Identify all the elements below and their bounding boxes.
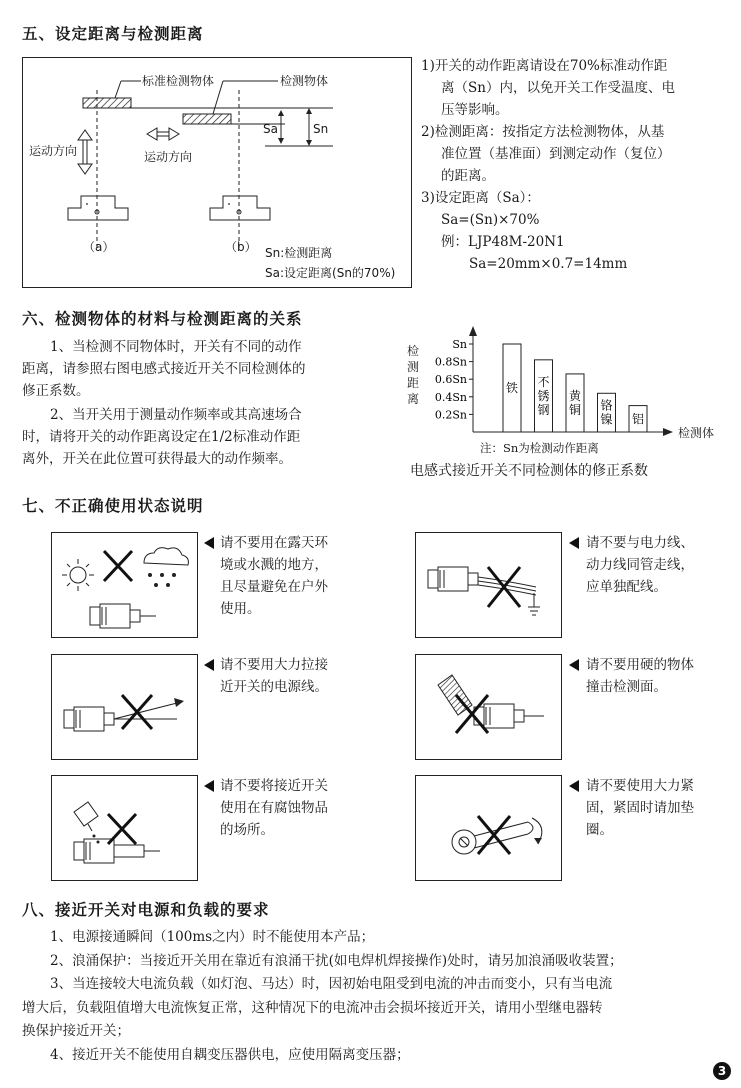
warning-line: 请不要用硬的物体: [586, 657, 694, 673]
cross-icon: [456, 695, 488, 733]
warning-line: 请不要将接近开关: [220, 778, 328, 794]
para-line: 1、当检测不同物体时，开关有不同的动作: [50, 339, 302, 355]
warning-line: 的场所。: [220, 822, 274, 838]
sensor-icon: [90, 604, 156, 628]
chart-y-tick-label: 0.8Sn: [434, 355, 467, 369]
note-example: 例：LJP48M-20N1: [441, 234, 565, 250]
requirement-line: 3、当连接较大电流负载（如灯泡、马达）时，因初始电阻受到电流的冲击而变小，只有当电流: [50, 976, 613, 992]
warning-hard-object: [586, 654, 694, 698]
warning-line: 请不要与电力线、: [586, 535, 694, 551]
label-sn: Sn: [313, 122, 329, 136]
label-detection-object: 检测物体: [280, 74, 329, 88]
illustration-power-line: [415, 532, 562, 638]
chart-y-tick-label: Sn: [452, 338, 467, 351]
cloud-icon: [144, 548, 188, 565]
chart-bar-label: 锈: [537, 388, 550, 403]
para-line: 修正系数。: [22, 383, 90, 399]
warning-pull-cable: [220, 654, 328, 698]
note-example-calc: Sa=20mm×0.7=14mm: [469, 256, 628, 272]
warning-outdoor: [220, 532, 328, 620]
label-a: （a）: [83, 240, 115, 254]
bottle-icon: [74, 802, 98, 831]
para-line: 时，请将开关的动作距离设定在1/2标准动作距: [22, 429, 301, 445]
legend-sn: Sn:检测距离: [265, 246, 333, 260]
section-6-para-1: [22, 336, 306, 402]
note-line: 的距离。: [441, 168, 495, 184]
section-5-notes: [421, 55, 675, 275]
note-line: 3)设定距离（Sa）：: [421, 190, 540, 206]
section-5-title: 五、设定距离与检测距离: [22, 25, 204, 43]
note-line: 压等影响。: [441, 102, 509, 118]
rain-icon: [148, 573, 176, 587]
section-6-para-2: [22, 404, 302, 470]
note-line: 1)开关的动作距离请设在70%标准动作距: [421, 58, 668, 74]
illustration-overtighten: [415, 775, 562, 881]
warning-line: 固，紧固时请加垫: [586, 800, 694, 816]
distance-diagram: [22, 57, 412, 288]
bullet-arrow-icon: [569, 659, 579, 671]
legend-sa: Sa:设定距离(Sn的70%): [265, 266, 396, 280]
warning-overtighten: [586, 775, 694, 841]
warning-line: 近开关的电源线。: [220, 679, 328, 695]
section-6-title: 六、检测物体的材料与检测距离的关系: [22, 310, 303, 328]
chart-bar-label: 不: [537, 374, 550, 389]
requirement-line: 换保护接近开关；: [22, 1023, 130, 1039]
pull-arrow-icon: [174, 698, 184, 707]
note-line: 准位置（基准面）到测定动作（复位）: [441, 146, 671, 162]
chart-ylabel: 检测距离: [407, 344, 420, 406]
standard-object: [83, 98, 131, 108]
section-7-title: 七、不正确使用状态说明: [22, 497, 204, 515]
cross-icon: [108, 814, 136, 844]
bullet-arrow-icon: [204, 659, 214, 671]
warning-line: 撞击检测面。: [586, 679, 667, 695]
requirement-line: 4、接近开关不能使用自耦变压器供电，应使用隔离变压器；: [50, 1046, 410, 1063]
bullet-arrow-icon: [204, 780, 214, 792]
label-motion-horizontal: 运动方向: [144, 150, 193, 164]
requirement-line: 增大后，负载阻值增大电流恢复正常，这种情况下的电流冲击会损坏接近开关，请用小型继电器转: [22, 999, 603, 1016]
cross-icon: [122, 695, 152, 729]
requirement-line: 2、浪涌保护：当接近开关用在靠近有浪涌干扰(如电焊机焊接操作)处时，请另加浪涌吸收装置；: [50, 952, 623, 969]
label-b: （b）: [225, 240, 257, 254]
section-8-content: [22, 926, 623, 1067]
cross-icon: [478, 816, 510, 854]
material-chart: [405, 316, 735, 491]
chart-title: 电感式接近开关不同检测体的修正系数: [410, 463, 648, 479]
sensor-a: [68, 196, 128, 220]
chart-bar-label: 铝: [631, 411, 645, 426]
note-line: 2)检测距离：按指定方法检测物体，从基: [421, 124, 665, 140]
para-line: 距离，请参照右图电感式接近开关不同检测体的: [22, 361, 306, 377]
warning-line: 动力线同管走线，: [586, 557, 694, 573]
bullet-arrow-icon: [569, 537, 579, 549]
chart-y-tick-label: 0.4Sn: [434, 390, 467, 404]
chart-bar-label: 铁: [505, 381, 519, 395]
bullet-arrow-icon: [569, 780, 579, 792]
chart-bar-label: 镍: [600, 412, 613, 427]
illustration-pull-cable: [51, 654, 198, 760]
sensor-icon: [74, 839, 160, 863]
label-motion-vertical: 运动方向: [29, 144, 78, 158]
label-standard-object: 标准检测物体: [142, 74, 215, 88]
warning-line: 境或水溅的地方，: [220, 557, 328, 573]
sun-icon: [62, 559, 94, 591]
label-sa: Sa: [263, 122, 278, 136]
warning-power-line: [586, 532, 694, 598]
sensor-icon: [428, 567, 540, 615]
warning-line: 使用。: [220, 601, 261, 617]
chart-bar-label: 钢: [537, 402, 550, 417]
warning-line: 圈。: [586, 822, 613, 838]
illustration-hard-object: [415, 654, 562, 760]
warning-line: 请不要用大力拉接: [220, 657, 328, 673]
chart-y-tick-label: 0.2Sn: [434, 408, 467, 422]
warning-line: 请不要用在露天环: [220, 535, 328, 551]
warning-line: 应单独配线。: [586, 579, 667, 595]
chart-bar-label: 黄: [568, 388, 582, 403]
cross-icon: [104, 551, 132, 581]
bullet-arrow-icon: [204, 537, 214, 549]
illustration-corrosive: [51, 775, 198, 881]
chart-note: 注：Sn为检测动作距离: [480, 441, 599, 455]
chart-y-tick-label: 0.6Sn: [434, 373, 467, 387]
chart-xlabel: 检测体: [678, 426, 715, 440]
warning-line: 请不要使用大力紧: [586, 778, 694, 794]
sensor-icon: [474, 704, 544, 728]
para-line: 离外，开关在此位置可获得最大的动作频率。: [22, 451, 292, 467]
note-formula: Sa=(Sn)×70%: [441, 212, 540, 228]
distance-diagram-svg: [23, 58, 411, 287]
detection-object: [183, 114, 231, 124]
warning-line: 使用在有腐蚀物品: [220, 800, 328, 816]
chart-x-arrow: [663, 428, 673, 436]
warning-corrosive: [220, 775, 328, 841]
page-number: 3: [713, 1062, 731, 1080]
para-line: 2、当开关用于测量动作频率或其高速场合: [50, 407, 302, 423]
chart-y-arrow: [469, 326, 477, 336]
section-8-title: 八、接近开关对电源和负载的要求: [22, 901, 270, 919]
sensor-b: [210, 196, 270, 220]
note-line: 离（Sn）内，以免开关工作受温度、电: [441, 80, 675, 96]
illustration-outdoor: [51, 532, 198, 638]
warning-line: 且尽量避免在户外: [220, 579, 328, 595]
sensor-icon: [64, 703, 177, 731]
requirement-line: 1、电源接通瞬间（100ms之内）时不能使用本产品；: [50, 929, 375, 945]
chart-bar-label: 铜: [568, 402, 582, 417]
chart-bar-label: 铬: [600, 398, 613, 413]
